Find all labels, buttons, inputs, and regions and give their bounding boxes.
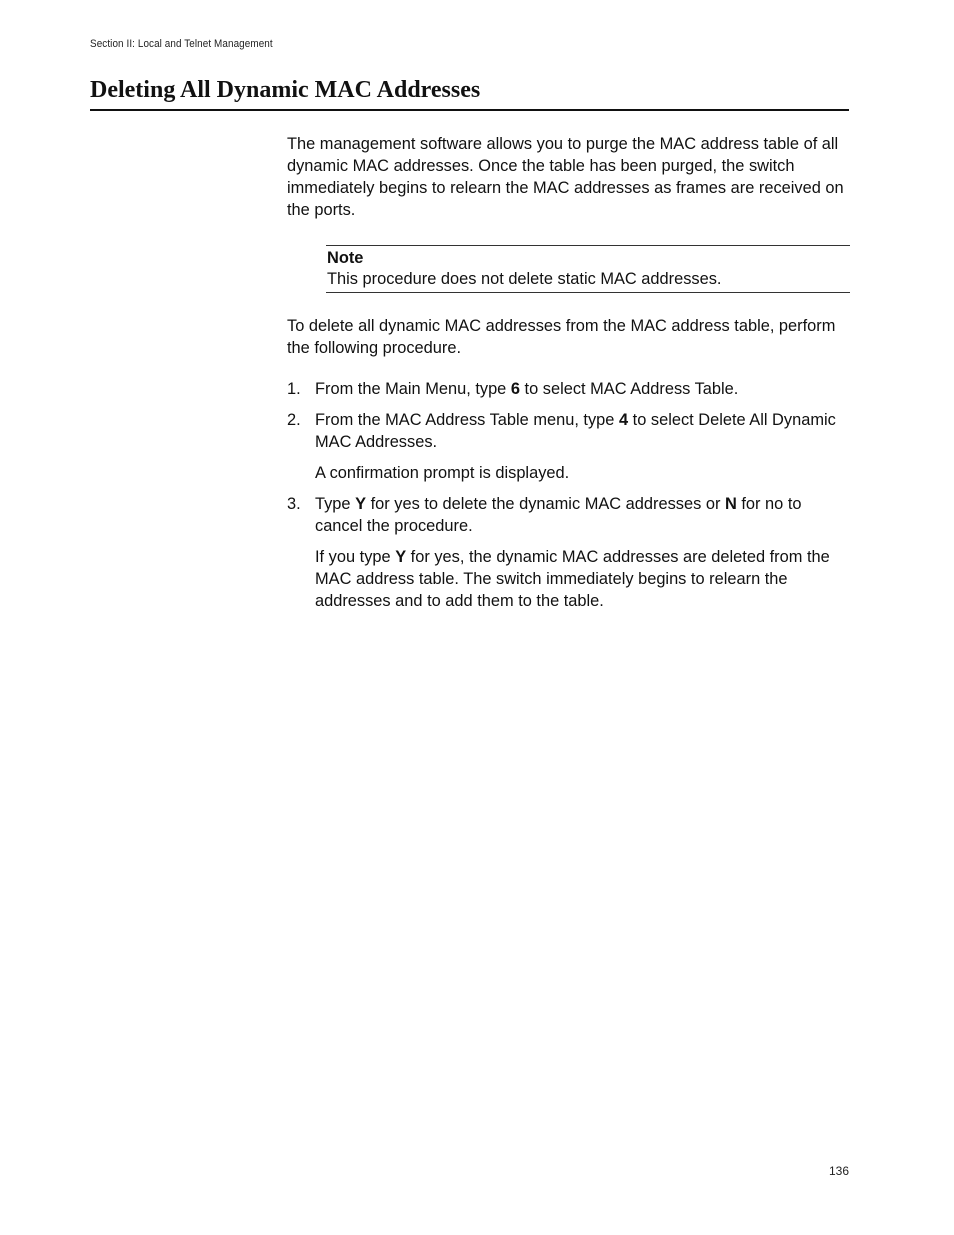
- step-key: Y: [395, 548, 407, 566]
- section-title: Deleting All Dynamic MAC Addresses: [90, 77, 481, 103]
- step-key: Y: [355, 495, 367, 513]
- step-key: 4: [618, 411, 629, 429]
- note-label: Note: [327, 249, 364, 267]
- procedure-lead: To delete all dynamic MAC addresses from the MAC address table, perform the following procedure.: [287, 317, 836, 357]
- step-result: [315, 546, 849, 612]
- title-rule: [90, 109, 849, 111]
- step-result-text: If you type: [315, 548, 396, 566]
- step-key: 6: [510, 380, 520, 398]
- step-number: 2.: [287, 411, 301, 429]
- step-text: to select Delete All Dynamic MAC Addresses.: [315, 411, 836, 451]
- procedure-steps: [287, 378, 849, 621]
- step-text: for no to cancel the procedure.: [315, 495, 802, 535]
- step-result-text: for yes, the dynamic MAC addresses are deleted from the MAC address table. The switch immediately begins to relearn the addresses and to add them to the table.: [315, 548, 830, 610]
- step-text: From the MAC Address Table menu, type: [315, 411, 619, 429]
- step-key: N: [724, 495, 737, 513]
- note-box: [326, 245, 850, 293]
- running-header: Section II: Local and Telnet Management: [90, 38, 273, 50]
- step-number: 1.: [287, 380, 301, 398]
- note-text: This procedure does not delete static MAC addresses.: [327, 270, 722, 288]
- step-result: A confirmation prompt is displayed.: [315, 464, 570, 482]
- step-text: for yes to delete the dynamic MAC addresses or: [366, 495, 725, 513]
- intro-paragraph: The management software allows you to purge the MAC address table of all dynamic MAC addresses. Once the table has been purged, the switch immediately begins to relearn the MAC addresses as frames are received on the ports.: [287, 135, 844, 219]
- step-text: to select MAC Address Table.: [519, 380, 739, 398]
- step-text: From the Main Menu, type: [315, 380, 511, 398]
- step-3: [287, 493, 849, 612]
- step-2: [287, 409, 849, 484]
- page-number: 136: [829, 1164, 850, 1178]
- step-1: [287, 378, 849, 400]
- step-text: Type: [315, 495, 356, 513]
- step-number: 3.: [287, 495, 301, 513]
